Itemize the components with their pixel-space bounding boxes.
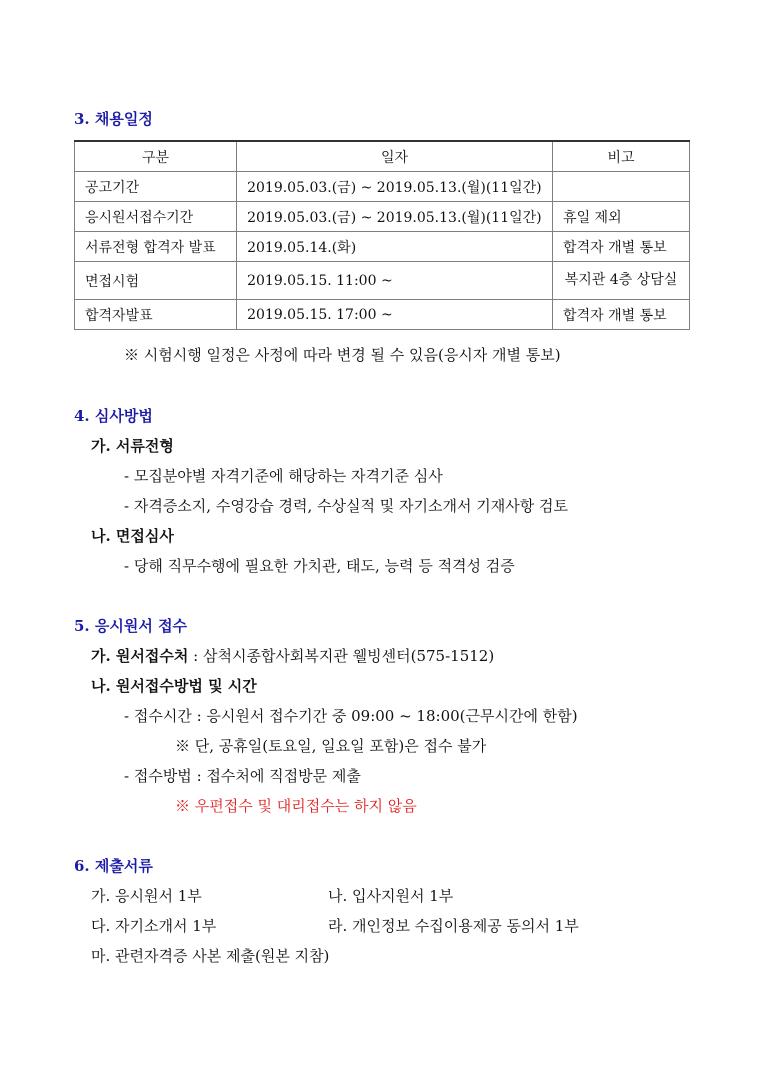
table-row <box>75 232 690 262</box>
table-cell: 응시원서접수기간 <box>75 202 237 232</box>
list-item: - 접수방법 : 접수처에 직접방문 제출 <box>124 767 361 785</box>
table-cell: 2019.05.03.(금) ~ 2019.05.13.(월)(11일간) <box>237 202 553 232</box>
list-item: - 자격증소지, 수영강습 경력, 수상실적 및 자기소개서 기재사항 검토 <box>124 497 568 515</box>
schedule-note: ※ 시험시행 일정은 사정에 따라 변경 될 수 있음(응시자 개별 통보) <box>124 346 561 364</box>
mail-proxy-warning: ※ 우편접수 및 대리접수는 하지 않음 <box>175 797 417 815</box>
table-header-cell: 구분 <box>75 141 237 172</box>
table-row <box>75 172 690 202</box>
table-cell: 복지관 4층 상담실 <box>553 262 690 300</box>
application-method-heading: 나. 원서접수방법 및 시간 <box>91 677 257 695</box>
table-cell: 면접시험 <box>75 262 237 300</box>
list-item: 가. 응시원서 1부 <box>91 887 202 905</box>
table-cell <box>553 172 690 202</box>
table-cell: 2019.05.15. 17:00 ~ <box>237 300 553 330</box>
application-place-value: : 삼척시종합사회복지관 웰빙센터(575-1512) <box>188 647 495 665</box>
table-cell: 2019.05.14.(화) <box>237 232 553 262</box>
table-row <box>75 202 690 232</box>
table-cell: 2019.05.15. 11:00 ~ <box>237 262 553 300</box>
interview-heading: 나. 면접심사 <box>91 527 174 545</box>
table-cell: 공고기간 <box>75 172 237 202</box>
table-cell: 합격자 개별 통보 <box>553 300 690 330</box>
list-item: 다. 자기소개서 1부 <box>91 917 217 935</box>
list-item: 나. 입사지원서 1부 <box>328 887 454 905</box>
application-place-label: 가. 원서접수처 <box>91 647 189 665</box>
section-6-heading: 6. 제출서류 <box>74 857 153 875</box>
list-item: 라. 개인정보 수집이용제공 동의서 1부 <box>328 917 579 935</box>
table-cell: 휴일 제외 <box>553 202 690 232</box>
list-item: - 모집분야별 자격기준에 해당하는 자격기준 심사 <box>124 467 443 485</box>
section-3-heading: 3. 채용일정 <box>74 110 153 128</box>
table-row <box>75 262 690 300</box>
table-header-cell: 비고 <box>553 141 690 172</box>
schedule-table <box>74 140 690 330</box>
list-item: 마. 관련자격증 사본 제출(원본 지참) <box>91 947 330 965</box>
section-5-heading: 5. 응시원서 접수 <box>74 617 188 635</box>
table-row <box>75 300 690 330</box>
application-place <box>91 645 494 666</box>
section-4-heading: 4. 심사방법 <box>74 407 153 425</box>
table-header-cell: 일자 <box>237 141 553 172</box>
table-cell: 서류전형 합격자 발표 <box>75 232 237 262</box>
list-item: - 접수시간 : 응시원서 접수기간 중 09:00 ~ 18:00(근무시간에 한함) <box>124 707 578 725</box>
holiday-note: ※ 단, 공휴일(토요일, 일요일 포함)은 접수 불가 <box>175 737 487 755</box>
table-cell: 2019.05.03.(금) ~ 2019.05.13.(월)(11일간) <box>237 172 553 202</box>
document-screening-heading: 가. 서류전형 <box>91 437 174 455</box>
table-cell: 합격자발표 <box>75 300 237 330</box>
table-header-row <box>75 141 690 172</box>
list-item: - 당해 직무수행에 필요한 가치관, 태도, 능력 등 적격성 검증 <box>124 557 515 575</box>
table-cell: 합격자 개별 통보 <box>553 232 690 262</box>
